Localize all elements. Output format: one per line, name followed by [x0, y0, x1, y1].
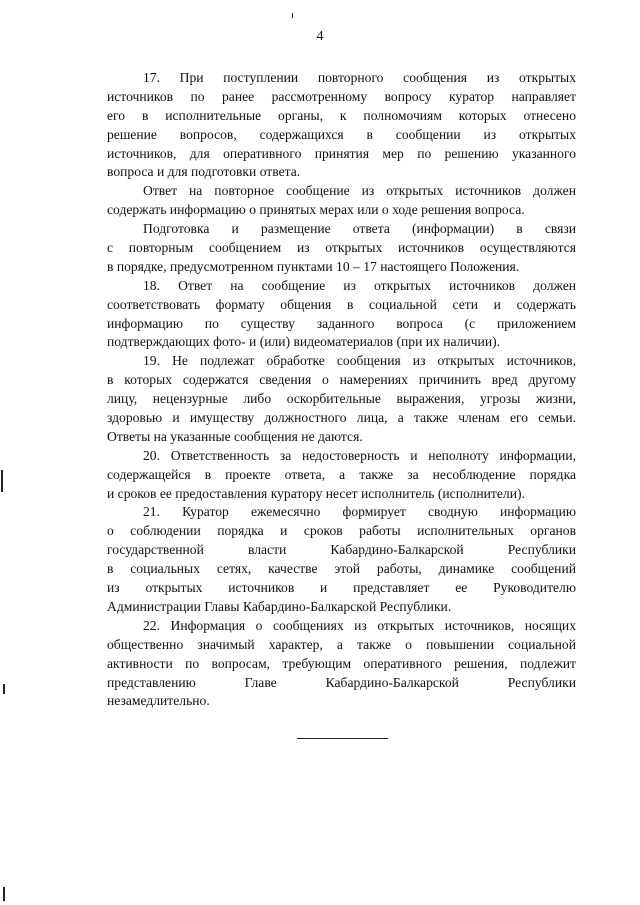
text-line: Ответы на указанные сообщения не даются.: [107, 428, 363, 444]
text-line: представлению Главе Кабардино-Балкарской Республики: [107, 674, 576, 690]
text-line: Ответ на повторное сообщение из открытых источников должен: [143, 183, 576, 199]
text-line: содержать информацию о принятых мерах или о ходе решения вопроса.: [107, 202, 525, 218]
text-line: информацию по существу заданного вопроса (с приложением: [107, 315, 576, 331]
paragraph: [107, 503, 576, 616]
text-line: 22. Информация о сообщениях из открытых источников, носящих: [143, 617, 576, 633]
text-line: источников по ранее рассмотренному вопросу куратор направляет: [107, 88, 576, 104]
text-line: Администрации Главы Кабардино-Балкарской Республики.: [107, 598, 452, 614]
text-line: с повторным сообщением из открытых источников осуществляются: [107, 240, 576, 256]
text-line: содержащейся в проекте ответа, а также за несоблюдение порядка: [107, 466, 576, 482]
text-line: из открытых источников и представляет ее Руководителю: [107, 580, 576, 596]
text-line: в порядке, предусмотренном пунктами 10 – 17 настоящего Положения.: [107, 258, 520, 274]
text-line: о соблюдении порядка и сроков работы исполнительных органов: [107, 523, 576, 539]
document-body: [107, 69, 576, 711]
text-line: государственной власти Кабардино-Балкарской Республики: [107, 542, 576, 558]
paragraph: [107, 352, 576, 446]
text-line: в которых содержатся сведения о намерениях причинить вред другому: [107, 372, 576, 388]
text-line: вопроса и для подготовки ответа.: [107, 164, 301, 180]
page-number: 4: [316, 29, 324, 44]
text-line: 17. При поступлении повторного сообщения из открытых: [143, 70, 576, 85]
text-line: общественно значимый характер, а также о повышении социальной: [107, 636, 576, 652]
text-line: решение вопросов, содержащихся в сообщении из открытых: [107, 126, 576, 142]
text-line: подтверждающих фото- и (или) видеоматериалов (при их наличии).: [107, 334, 501, 350]
scan-artifact-left-3: [3, 887, 5, 901]
end-of-text-rule: [297, 738, 388, 739]
paragraph: [107, 69, 576, 182]
text-line: лицу, нецензурные либо оскорбительные выражения, угрозы жизни,: [107, 391, 576, 407]
text-line: его в исполнительные органы, к полномочиям которых отнесено: [107, 107, 576, 123]
text-line: источников, для оперативного принятия мер по решению указанного: [107, 145, 576, 161]
text-line: 21. Куратор ежемесячно формирует сводную информацию: [143, 504, 576, 520]
scan-artifact-left-2: [3, 684, 5, 694]
text-line: Подготовка и размещение ответа (информации) в связи: [143, 221, 576, 237]
text-line: 18. Ответ на сообщение из открытых источников должен: [143, 277, 576, 293]
scan-artifact-left-1: [1, 470, 3, 492]
text-line: в социальных сетях, качестве этой работы, динамике сообщений: [107, 561, 576, 577]
text-line: 20. Ответственность за недостоверность и неполноту информации,: [143, 447, 576, 463]
paragraph: [107, 277, 576, 353]
text-line: незамедлительно.: [107, 693, 210, 709]
paragraph: [107, 617, 576, 711]
paragraph: [107, 220, 576, 277]
paragraph: [107, 182, 576, 220]
scan-artifact-top: [292, 13, 293, 18]
text-line: 19. Не подлежат обработке сообщения из открытых источников,: [143, 353, 576, 369]
text-line: и сроков ее предоставления куратору несет исполнитель (исполнители).: [107, 485, 525, 501]
text-line: соответствовать формату общения в социальной сети и содержать: [107, 296, 576, 312]
text-line: здоровью и имуществу должностного лица, а также членам его семьи.: [107, 410, 576, 426]
paragraph: [107, 447, 576, 504]
text-line: активности по вопросам, требующим оперативного решения, подлежит: [107, 655, 576, 671]
